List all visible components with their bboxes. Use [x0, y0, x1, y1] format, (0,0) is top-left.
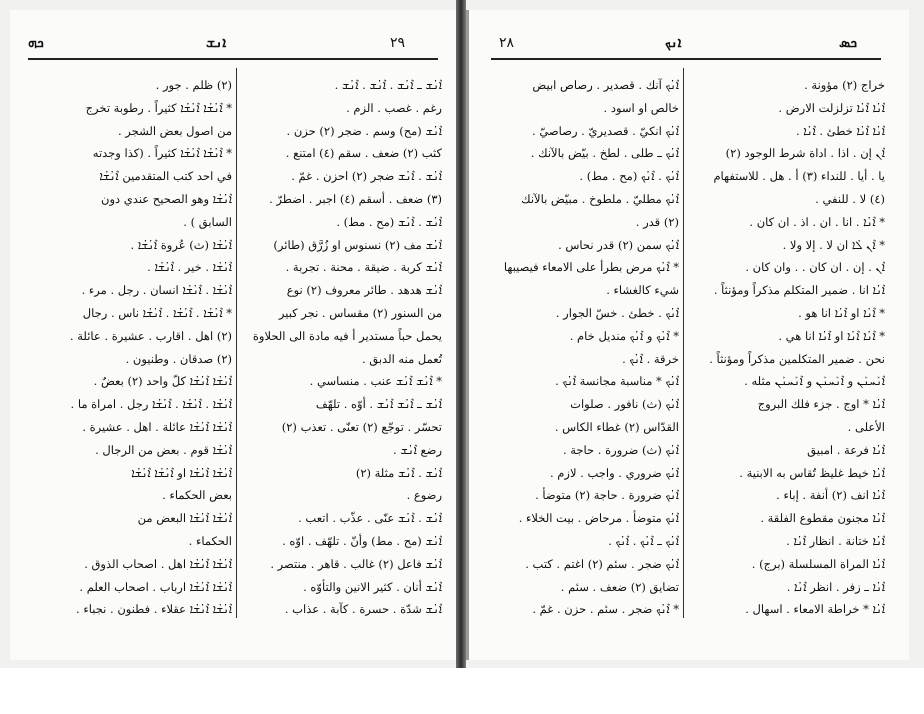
entry-line: ܐܶܢܳܫ هدهد . طائر معروف (٢) نوع — [286, 283, 442, 298]
entry-line: ܐܶܢܳܫܳܐ (ث) عُروة ܐܶܢܳܫܳܐ . — [130, 237, 232, 252]
entry-line: ܐܶܢܳܐ خيط غليظ تُقاس به الابنية . — [739, 465, 885, 480]
entry-line: ܐܶܢܳܟ ـ طلى . لطخ . بيّض بالآنك . — [530, 146, 679, 161]
entry-line: ܐܶܢܳܫ . ܐܶܢܳܫ (مح . مط) . — [336, 214, 442, 229]
entry-line: ܐܶܢܳܟ ضروري . واجب . لازم . — [549, 465, 679, 480]
entry-line: (٢) اهل . اقارب . عشيرة . عائلة . — [69, 328, 232, 343]
entry-line: ܐܶܢܳܐ ـ زفر . انظر ܐܶܢܳܐ . — [786, 579, 885, 594]
entry-line: ܐܶܢܳܫ ـ ܐܶܢܳܫ . ܐܶܢܳܫ . ܐܶܢܳܫ . — [334, 78, 442, 92]
bottom-margin — [0, 668, 924, 714]
header-center-word: ܐܢܟ — [665, 35, 682, 51]
entry-line: الأعلى . — [847, 419, 885, 434]
header-left-word: ܟܗ — [28, 35, 44, 51]
entry-line: ܐܶܢܳܟ (ث) ضرورة . حاجة . — [562, 442, 679, 457]
right-column-b — [493, 74, 679, 621]
entry-line: ܐܶܢܳܫܳܐ ܐܶܢܳܫܳܐ عائلة . اهل . عشيرة . — [82, 419, 232, 434]
entry-line: ܐܶܢܳܟ . ܐܶܢܳܟ (مح . مط) . — [579, 169, 679, 184]
entry-line: ܐܶܢܰܚܢܰܢ و ܐܶܢܰܚܢܰܢ و ܐܶܢܰܚܢܰܢ مثله . — [744, 374, 885, 389]
entry-line: ܐܶܢܳܐ ܐܶܢܳܐ خطئ . ܐܶܢܳܐ . — [795, 123, 885, 138]
entry-line: ܐܶܢܳܫ ـ ܐܶܢܳܫ ܐܶܢܳܫ . أوّه . تلهّف — [315, 397, 442, 412]
entry-line: ܐܶܢܳܫܳܐ قوم . بعض من الرجال . — [95, 442, 232, 457]
entry-line: ܐܶܢܳܟ * مناسبة مجانسة ܐܶܢܳܟ . — [555, 374, 679, 389]
entry-line: ܐܶܢܳܫܳܐ ܐܶܢܳܫܳܐ عقلاء . فطنون . نجباء . — [76, 602, 232, 617]
entry-line: ܐܶܢܳܫ . ܐܶܢܳܫ عنّى . عذّب . اتعب . — [298, 511, 442, 526]
right-column-a — [689, 74, 885, 621]
entry-line: ܐܶܢܳܟ متوضأ . مرحاض . بيت الخلاء . — [518, 511, 679, 526]
entry-line: ܐܶܢܳܫ (مح) وسم . ضجر (٢) حزن . — [286, 123, 442, 138]
entry-line: خرقة . ܐܶܢܳܟ . — [622, 351, 679, 366]
entry-line: ܐܶܢܳܐ فرعة . امبيق — [807, 442, 885, 457]
entry-line: ܐܶܢܳܫܳܐ . خير . ܐܶܢܳܫܳܐ . — [147, 260, 232, 275]
header-rule — [28, 58, 438, 60]
entry-line: * ܐܶܢܳܫܳܐ . ܐܶܢܳܫܳܐ . ܐܶܢܳܫܳܐ ناس . رجال — [82, 305, 232, 320]
entry-line: * ܐܶܢܳܟ مرض بطرأ على الامعاء فيصيبها — [503, 260, 679, 275]
entry-line: ܐܶܢܳܟ آنك . قصدير . رصاص ابيض — [532, 78, 679, 92]
entry-line: شيء كالغشاء . — [606, 283, 679, 298]
entry-line: ܐܶܢܳܫ (مح . مط) وأنّ . تلهّف . اوّه . — [282, 533, 442, 548]
entry-line: ܐܶܢܳܫ . ܐܶܢܳܫ ضجر (٢) احزن . غمّ . — [291, 169, 442, 184]
entry-line: ܐܶܢܳܐ ܐܶܢܳܐ تزلزلت الارض . — [778, 100, 885, 115]
entry-line: ܐܶܢܳܐ مجنون مقطوع الفلقة . — [760, 511, 885, 526]
entry-line: كثب (٢) ضعف . سقم (٤) امتنع . — [285, 146, 442, 161]
entry-line: بعض الحكماء . — [162, 488, 232, 503]
entry-line: يا . أيا . للنداء (٣) أ . هل . للاستفهام — [713, 169, 885, 184]
header-rule — [491, 58, 881, 60]
entry-line: ܐܶܢܳܫ شدّة . حسرة . كآبة . عذاب . — [284, 602, 442, 617]
entry-line: خراج (٢) مؤونة . — [804, 78, 885, 92]
entry-line: ܐܶܢܳܫܳܐ ܐܶܢܳܫܳܐ او ܐܶܢܳܫܳܐ ܐܶܢܳܫܳܐ — [131, 465, 232, 480]
entry-line: (٢) ظلم . جور . — [155, 78, 232, 92]
entry-line: خالص او اسود . — [603, 100, 679, 115]
entry-line: رضوع . — [406, 488, 442, 503]
left-column-a — [22, 74, 232, 621]
entry-line: ܐܶܢܳܫ . ܐܶܢܳܫ مثلة (٢) — [355, 465, 442, 480]
entry-line: ܐܶܢܳܫ فاعل (٢) غالب . قاهر . منتصر . — [270, 556, 442, 571]
entry-line: ܐܶܢܳܫܳܐ . ܐܶܢܳܫܳܐ انسان . رجل . مرء . — [81, 283, 232, 298]
entry-line: ܐܶܢܳܟ ـ ܐܶܢܳܟ . ܐܶܢܳܟ . — [608, 533, 679, 548]
entry-line: رضع ܐܶܢܳܫ . — [393, 442, 442, 457]
entry-line: في احد كتب المتقدمين ܐܶܢܳܫܳܐ — [99, 169, 232, 184]
entry-line: السابق ) . — [183, 214, 232, 229]
entry-line: ܐܶܢܳܫܳܐ وهو الصحيح عندي دون — [101, 191, 232, 206]
entry-line: * ܐܶܢܳܐ . انا . ان . اذ . ان كان . — [749, 214, 885, 229]
entry-line: * ܐܶܢܳܫܳܐ ܐܶܢܳܫܳܐ كثيراً . رطوبة تخرج — [85, 100, 232, 115]
entry-line: ܐܶܢܳܫ كربة . ضيقة . محنة . تجربة . — [285, 260, 442, 275]
entry-line: * ܐܶܢܳܟ و ܐܶܢܳܟ منديل خام . — [569, 328, 679, 343]
entry-line: * ܐܶܢܳܐ ܐܶܢܳܐ او ܐܶܢܳܐ انا هي . — [778, 328, 885, 343]
entry-line: ܐܶܢܳܟ . خطئ . خسّ الجوار . — [555, 305, 679, 320]
header-center-word: ܐܢܫ — [206, 35, 227, 51]
header-right-word: ܟܣ — [839, 35, 858, 51]
entry-line: * ܐܶܢ ܠܳܐ ان لا . إلا ولا . — [782, 237, 885, 252]
entry-line: القدّاس (٢) غطاء الكاس . — [554, 419, 679, 434]
entry-line: ܐܶܢܳܟ انكيّ . قصديريّ . رصاصيّ . — [532, 123, 679, 138]
entry-line: ܐܶܢܳܫܳܐ . ܐܶܢܳܫܳܐ . ܐܶܢܳܫܳܐ رجل . امراة ما . — [70, 397, 232, 412]
entry-line: ܐܶܢܳܐ * خراطة الامعاء . اسهال . — [745, 602, 885, 617]
entry-line: ܐܶܢܳܫ أنان . كثير الانين والتأوّه . — [303, 579, 442, 594]
column-divider — [236, 68, 237, 618]
entry-line: من اصول بعض الشجر . — [117, 123, 232, 138]
entry-line: ܐܶܢ . إن . ان كان . . وان كان . — [745, 260, 885, 275]
page-number: ٢٨ — [499, 35, 515, 51]
entry-line: رغم . غصب . الزم . — [346, 100, 442, 115]
right-page — [466, 10, 909, 660]
entry-line: تضايق (٢) ضعف . سئم . — [560, 579, 679, 594]
entry-line: ܐܶܢܳܫܳܐ ܐܶܢܳܫܳܐ اهل . اصحاب الذوق . — [84, 556, 232, 571]
entry-line: ܐܶܢܳܐ * اوج . جزء فلك البروج — [757, 397, 885, 412]
page-number: ٢٩ — [390, 35, 406, 51]
entry-line: ܐܶܢܳܫܳܐ ܐܶܢܳܫܳܐ البعض من — [137, 511, 232, 526]
entry-line: * ܐܶܢܳܐ او ܐܶܢܳܐ انا هو . — [798, 305, 885, 320]
entry-line: * ܐܶܢܳܫܳܐ ܐܶܢܳܫܳܐ كثيراً . (كذا وجدته — [92, 146, 232, 161]
entry-line: * ܐܶܢܳܫ ܐܶܢܳܫ عنب . منساسي . — [309, 374, 442, 389]
entry-line: تحسّر . توجّع (٢) تعنّى . تعذب (٢) — [281, 419, 442, 434]
column-divider — [683, 68, 684, 618]
entry-line: من السنور (٢) مقساس . نجر كبير — [278, 305, 442, 320]
entry-line: ܐܶܢܳܐ ختانة . انظار ܐܶܢܳܐ . — [786, 533, 885, 548]
book-gutter — [456, 0, 466, 668]
entry-line: ܐܶܢܳܟ مطليّ . ملطوخ . مبيّض بالآنك — [521, 191, 679, 206]
entry-line: ܐܶܢܳܐ انف (٢) أنفة . إباء . — [776, 488, 885, 503]
entry-line: ܐܶܢܳܐ انا . ضمير المتكلم مذكراً ومؤنثاً . — [713, 283, 885, 298]
entry-line: (٣) ضعف . أسقم (٤) اجبر . اضطرّ . — [269, 191, 442, 206]
entry-line: ܐܶܢܳܫܳܐ ܐܶܢܳܫܳܐ ارباب . اصحاب العلم . — [79, 579, 232, 594]
entry-line: تُعمل منه الدبق . — [361, 351, 442, 366]
entry-line: ܐܶܢܳܫܳܐ ܐܶܢܳܫܳܐ كلّ واحد (٢) بعضٌ . — [93, 374, 232, 389]
entry-line: ܐܶܢܳܟ ضجر . سئم (٢) اغتم . كتب . — [525, 556, 679, 571]
entry-line: نحن . ضمير المتكلمين مذكراً ومؤنثاً . — [709, 351, 885, 366]
entry-line: الحكماء . — [188, 533, 232, 548]
entry-line: (٢) قدر . — [635, 214, 679, 229]
entry-line: (٢) صدقان . وطنيون . — [125, 351, 232, 366]
left-page — [10, 10, 459, 660]
entry-line: ܐܶܢܳܟ سمن (٢) قدر نحاس . — [558, 237, 679, 252]
left-column-b — [242, 74, 442, 621]
entry-line: (٤) لا . للنفي . — [815, 191, 885, 206]
entry-line: ܐܶܢܳܫ مف (٢) نسنوس او زُرَّق (طائر) — [273, 237, 442, 252]
entry-line: يحمل حباً مستدير أ فيه مادة الى الحلاوة — [252, 328, 442, 343]
entry-line: ܐܶܢ إن . اذا . اداة شرط الوجود (٢) — [725, 146, 885, 161]
entry-line: * ܐܶܢܳܟ ضجر . سئم . حزن . غمّ . — [532, 602, 679, 617]
entry-line: ܐܶܢܳܐ المراة المسلسلة (برج) . — [751, 556, 885, 571]
entry-line: ܐܶܢܳܟ ضرورة . حاجة (٢) متوضأ . — [535, 488, 679, 503]
entry-line: ܐܶܢܳܟ (ث) نافور . صلوات — [570, 397, 679, 412]
